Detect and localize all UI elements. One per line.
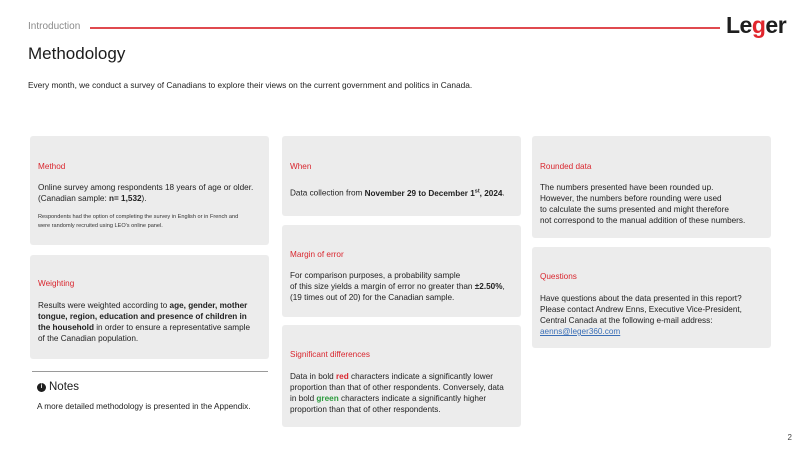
- section-label: Introduction: [28, 21, 81, 32]
- significant-card: [282, 325, 521, 427]
- rounded-card: [532, 136, 771, 238]
- margin-title: Margin of error: [290, 250, 344, 259]
- leger-logo: Leger: [726, 12, 787, 38]
- method-title: Method: [38, 162, 66, 171]
- rounded-body: The numbers presented have been rounded up. However, the numbers before rounding were used to calculate the sums presented and might therefore not correspond to the manual addition of these numbers.: [540, 183, 746, 225]
- margin-body: For comparison purposes, a probability sample of this size yields a margin of error no greater than ±2.50%, (19 times out of 20) for the Canadian sample.: [290, 271, 505, 302]
- method-body: Online survey among respondents 18 years of age or older. (Canadian sample: n= 1,532).: [38, 183, 254, 203]
- significant-title: Significant differences: [290, 350, 370, 359]
- margin-card: [282, 225, 521, 317]
- weighting-card: [30, 255, 269, 359]
- when-body: Data collection from November 29 to December 1st, 2024.: [290, 188, 505, 198]
- notes-divider: [32, 371, 268, 372]
- header-divider: [90, 27, 720, 29]
- notes-body: A more detailed methodology is presented in the Appendix.: [37, 402, 251, 411]
- weighting-title: Weighting: [38, 279, 75, 288]
- significant-body: Data in bold red characters indicate a significantly lower proportion than that of other respondents. Conversely, data in bold green characters indicate a significantly higher proportion than that of other respondents.: [290, 372, 504, 414]
- questions-card: [532, 247, 771, 348]
- intro-text: Every month, we conduct a survey of Canadians to explore their views on the current government and politics in Canada.: [28, 80, 473, 90]
- rounded-title: Rounded data: [540, 162, 592, 171]
- weighting-body: Results were weighted according to age, gender, mother tongue, region, education and presence of children in the household in order to ensure a representative sample of the Canadian population.: [38, 301, 251, 343]
- method-card: [30, 136, 269, 245]
- info-icon: i: [37, 383, 46, 392]
- when-card: [282, 136, 521, 216]
- when-title: When: [290, 162, 312, 171]
- questions-body: Have questions about the data presented in this report? Please contact Andrew Enns, Executive Vice-President, Central Canada at the following e-mail address: aenns@leger360.com: [540, 294, 742, 336]
- method-note: Respondents had the option of completing the survey in English or in French and were randomly recruited using LEO's online panel.: [38, 214, 239, 229]
- notes-title: Notes: [49, 381, 80, 393]
- page-title: Methodology: [28, 44, 126, 63]
- email-link[interactable]: aenns@leger360.com: [540, 327, 621, 336]
- questions-title: Questions: [540, 272, 577, 281]
- page-number: 2: [787, 433, 792, 442]
